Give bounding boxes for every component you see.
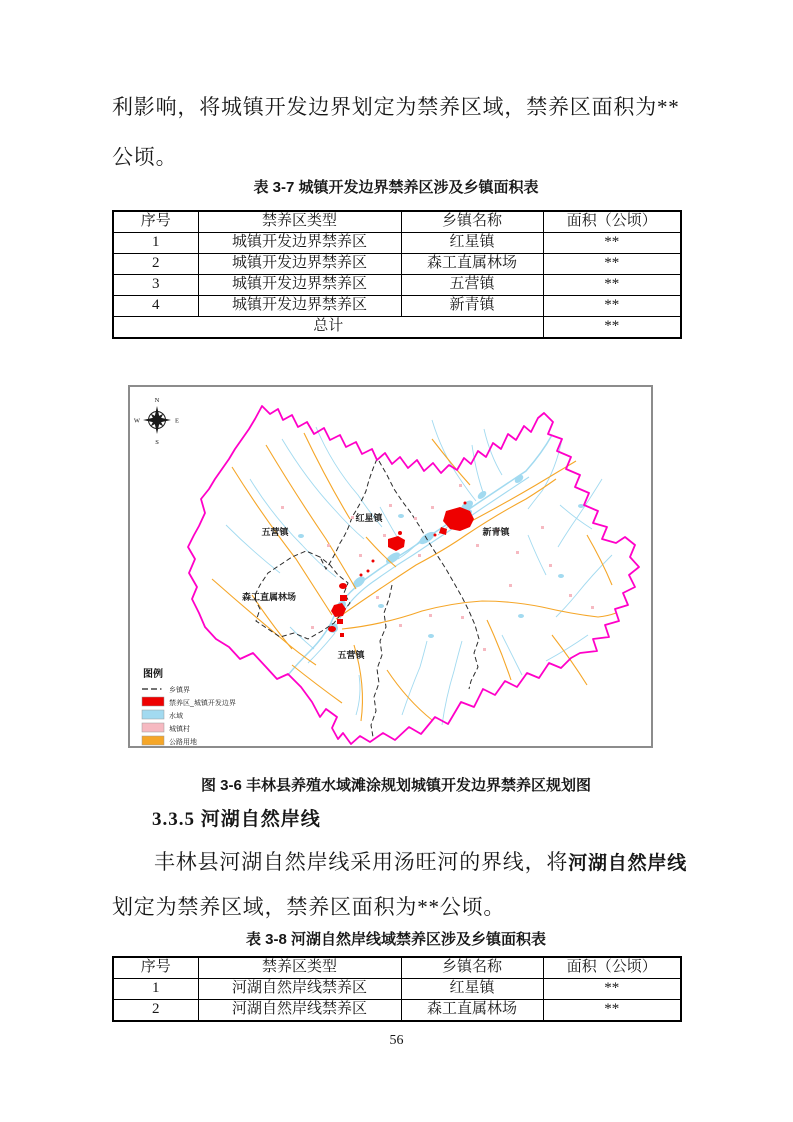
- cell-area: **: [543, 254, 681, 275]
- restricted-zone-patches: [328, 502, 474, 638]
- paragraph-mid-line2: 划定为禁养区域，禁养区面积为**公顷。: [112, 895, 506, 919]
- paragraph-mid-line1: [112, 846, 726, 876]
- cell-zone-type: 河湖自然岸线禁养区: [198, 979, 401, 1000]
- table-header-cell: 面积（公顷）: [543, 957, 681, 979]
- map-legend: [142, 667, 236, 746]
- table2-caption: 表 3-8 河湖自然岸线域禁养区涉及乡镇面积表: [245, 931, 547, 948]
- cell-town-name: 红星镇: [401, 233, 543, 254]
- cell-index: 3: [113, 275, 198, 296]
- compass-rose-icon: [134, 397, 179, 446]
- legend-label: 水域: [169, 713, 183, 720]
- cell-zone-type: 城镇开发边界禁养区: [198, 275, 401, 296]
- cell-area: **: [543, 296, 681, 317]
- cell-total-label: 总计: [113, 317, 543, 339]
- page-number: 56: [389, 1033, 404, 1048]
- cell-index: 1: [113, 979, 198, 1000]
- cell-town-name: 红星镇: [401, 979, 543, 1000]
- legend-label: 城镇村: [169, 726, 190, 733]
- cell-area: **: [543, 979, 681, 1000]
- table-header-cell: 禁养区类型: [198, 957, 401, 979]
- town-label: 红星镇: [355, 513, 383, 523]
- table-header-cell: 乡镇名称: [401, 957, 543, 979]
- paragraph-mid-line1-emphasis: 河湖自然岸线: [568, 853, 688, 874]
- table-header-cell: 乡镇名称: [401, 211, 543, 233]
- cell-town-name: 新青镇: [401, 296, 543, 317]
- town-label: 五营镇: [261, 527, 289, 537]
- cell-area: **: [543, 233, 681, 254]
- cell-zone-type: 城镇开发边界禁养区: [198, 296, 401, 317]
- paragraph-top-line1: 利影响，将城镇开发边界划定为禁养区域，禁养区面积为**: [112, 95, 680, 119]
- compass-s: S: [155, 439, 159, 446]
- legend-swatch-restricted: [142, 697, 164, 706]
- legend-label: 乡镇界: [169, 687, 190, 694]
- table-total-row: [113, 317, 681, 339]
- town-label: 新青镇: [482, 527, 510, 537]
- figure-caption: 图 3-6 丰林县养殖水域滩涂规划城镇开发边界禁养区规划图: [200, 777, 592, 794]
- table-row: [113, 275, 681, 296]
- cell-index: 2: [113, 254, 198, 275]
- county-boundary: [188, 406, 639, 744]
- section-heading: 3.3.5 河湖自然岸线: [152, 809, 321, 830]
- table-row: [113, 296, 681, 317]
- paragraph-top-line2: 公顷。: [112, 145, 178, 169]
- table-header-row: [113, 957, 681, 979]
- legend-label: 禁养区_城镇开发边界: [169, 700, 236, 707]
- cell-index: 4: [113, 296, 198, 317]
- planning-map: [128, 385, 653, 748]
- town-village-patches: [281, 484, 594, 651]
- cell-town-name: 五营镇: [401, 275, 543, 296]
- table1: [112, 210, 682, 339]
- legend-swatch-road: [142, 736, 164, 745]
- legend-label: 公路用地: [169, 739, 197, 746]
- legend-swatch-water: [142, 710, 164, 719]
- cell-zone-type: 城镇开发边界禁养区: [198, 233, 401, 254]
- cell-town-name: 森工直属林场: [401, 1000, 543, 1022]
- cell-area: **: [543, 1000, 681, 1022]
- table-header-cell: 面积（公顷）: [543, 211, 681, 233]
- table-header-row: [113, 211, 681, 233]
- table-row: [113, 254, 681, 275]
- cell-index: 2: [113, 1000, 198, 1022]
- paragraph-mid-line1-normal: 丰林县河湖自然岸线采用汤旺河的界线，将: [154, 850, 569, 874]
- table-header-cell: 禁养区类型: [198, 211, 401, 233]
- town-label: 森工直属林场: [241, 592, 297, 602]
- table1-caption: 表 3-7 城镇开发边界禁养区涉及乡镇面积表: [253, 179, 539, 196]
- table-row: [113, 979, 681, 1000]
- cell-total-value: **: [543, 317, 681, 339]
- table2: [112, 956, 682, 1022]
- river-network: [226, 420, 612, 725]
- compass-n: N: [154, 397, 160, 404]
- legend-title: 图例: [143, 669, 163, 680]
- compass-w: W: [133, 417, 141, 425]
- compass-e: E: [175, 417, 179, 425]
- table-row: [113, 233, 681, 254]
- table-header-cell: 序号: [113, 211, 198, 233]
- road-network: [212, 433, 616, 721]
- map-canvas: [130, 387, 651, 746]
- table-header-cell: 序号: [113, 957, 198, 979]
- cell-index: 1: [113, 233, 198, 254]
- cell-zone-type: 河湖自然岸线禁养区: [198, 1000, 401, 1022]
- town-label: 五营镇: [337, 650, 365, 660]
- cell-zone-type: 城镇开发边界禁养区: [198, 254, 401, 275]
- legend-swatch-village: [142, 723, 164, 732]
- cell-town-name: 森工直属林场: [401, 254, 543, 275]
- table-row: [113, 1000, 681, 1022]
- cell-area: **: [543, 275, 681, 296]
